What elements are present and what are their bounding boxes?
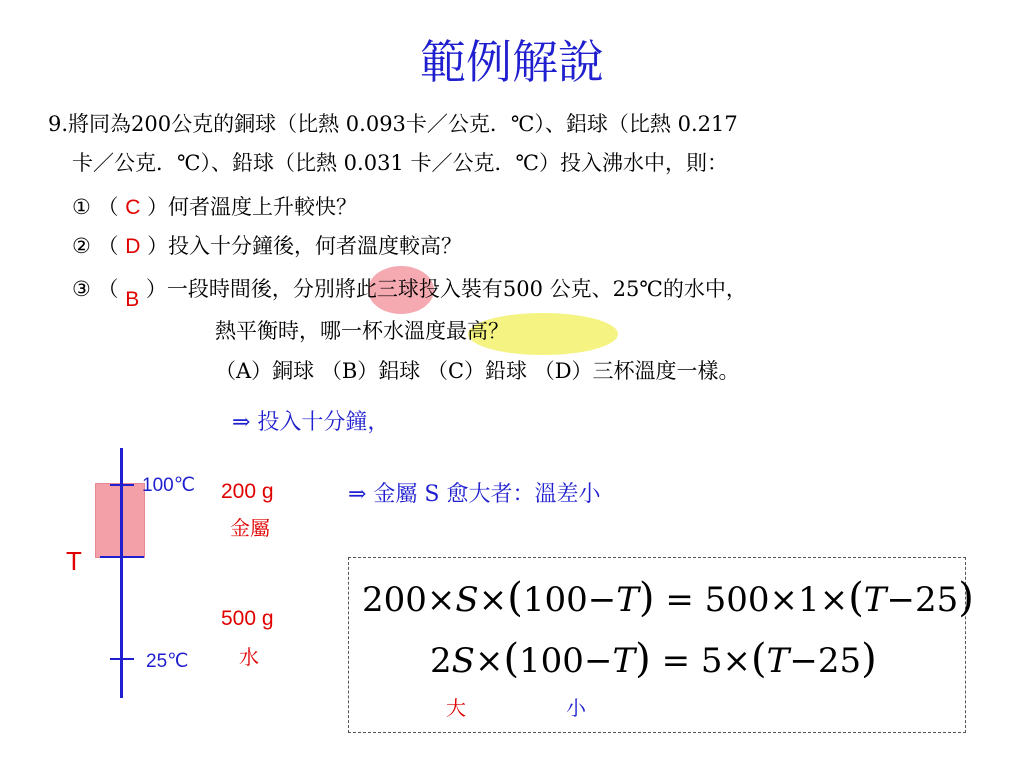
eq1-s: S <box>455 580 479 620</box>
tick-T <box>100 556 144 558</box>
eq1-minus-2: − <box>886 580 915 620</box>
sub-question-3-number: ③ <box>72 277 91 301</box>
equation-2 <box>430 636 877 682</box>
label-big: 大 <box>446 696 466 720</box>
eq1-times-2: × <box>478 580 508 620</box>
sub-question-2-number: ② <box>72 234 91 258</box>
question-line-2: 卡／公克．℃）、鉛球（比熱 0.031 卡／公克．℃）投入沸水中，則： <box>72 151 728 175</box>
tick-100 <box>110 484 134 486</box>
eq1-25: 25 <box>914 580 959 620</box>
answer-options: （A）銅球 （B）鋁球 （C）鉛球 （D）三杯溫度一樣。 <box>215 359 740 383</box>
sub-question-1-open: （ <box>97 195 119 219</box>
eq1-t-2: T <box>863 580 887 620</box>
sub-question-2-open: （ <box>97 234 119 258</box>
eq2-minus-2: − <box>789 641 818 681</box>
eq2-100: 100 <box>519 641 584 681</box>
sub-question-3-open: （ <box>97 277 119 301</box>
eq2-s: S <box>451 641 475 681</box>
eq2-a: 2 <box>430 641 452 681</box>
sub-question-3-text: ）一段時間後，分別將此三球投入裝有500 公克、25℃的水中， <box>145 277 747 301</box>
eq1-t-1: T <box>616 580 639 620</box>
eq2-lparen-2: ( <box>751 636 767 682</box>
sub-question-2 <box>72 233 462 260</box>
eq1-times-4: × <box>819 580 849 620</box>
sub-question-2-answer: D <box>125 235 141 258</box>
water-mass: 500 g <box>221 607 274 630</box>
eq2-25: 25 <box>817 641 862 681</box>
eq2-equals: = <box>661 641 691 681</box>
eq1-rparen-2: ) <box>958 575 974 621</box>
eq1-a: 200 <box>362 580 427 620</box>
label-25c: 25℃ <box>146 651 189 672</box>
eq1-100: 100 <box>522 580 588 620</box>
eq1-lparen-2: ( <box>848 575 864 621</box>
eq1-one: 1 <box>798 580 820 620</box>
eq1-rparen: ) <box>638 575 655 621</box>
tick-25 <box>110 658 134 660</box>
eq2-times-1: × <box>474 641 504 681</box>
eq1-equals: = <box>665 580 694 620</box>
eq1-b: 500 <box>704 580 770 620</box>
eq2-t-2: T <box>766 641 790 681</box>
label-T: T <box>66 546 82 576</box>
label-100c: 100℃ <box>142 475 196 496</box>
eq2-b: 5 <box>700 641 723 681</box>
metal-mass: 200 g <box>221 480 274 503</box>
page-title: 範例解說 <box>420 35 604 89</box>
eq1-times-1: × <box>426 580 456 620</box>
eq2-rparen: ) <box>635 636 651 682</box>
note-ten-minutes: ⇒ 投入十分鐘， <box>232 410 390 435</box>
eq1-times-3: × <box>769 580 799 620</box>
sub-question-1-answer: C <box>125 196 141 219</box>
equation-1 <box>362 575 974 621</box>
eq2-minus-1: − <box>583 641 613 681</box>
sub-question-2-text: ）投入十分鐘後，何者溫度較高？ <box>147 234 463 258</box>
sub-question-1 <box>72 194 357 221</box>
eq1-minus-1: − <box>587 580 617 620</box>
eq2-lparen: ( <box>503 636 520 682</box>
sub-question-3-answer: B <box>125 288 140 311</box>
eq2-times-2: × <box>722 641 752 681</box>
eq1-lparen: ( <box>507 575 523 621</box>
question-line-1: 9.將同為200公克的銅球（比熱 0.093卡／公克．℃）、鋁球（比熱 0.217 <box>48 112 738 136</box>
metal-label: 金屬 <box>230 516 270 540</box>
water-label: 水 <box>239 645 259 669</box>
sub-question-1-text: ）何者溫度上升較快？ <box>147 195 358 219</box>
sub-question-3-line-2: 熱平衡時，哪一杯水溫度最高？ <box>215 319 509 343</box>
label-small: 小 <box>566 696 586 720</box>
sub-question-1-number: ① <box>72 195 91 219</box>
sub-question-3 <box>72 276 747 311</box>
eq2-rparen-2: ) <box>861 636 877 682</box>
note-metal-s: ⇒ 金屬 S 愈大者：溫差小 <box>348 482 601 507</box>
eq2-t-1: T <box>612 641 636 681</box>
